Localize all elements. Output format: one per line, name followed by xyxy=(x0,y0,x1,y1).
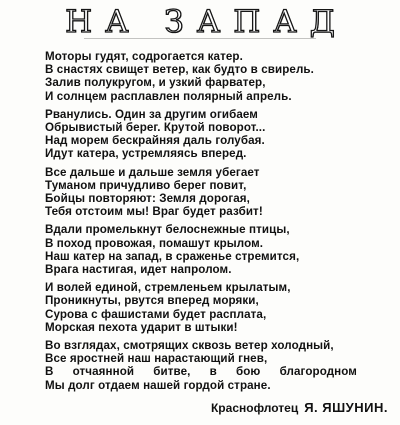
poem-line: Во взглядах, смотрящих сквозь ветер холодный, xyxy=(45,339,334,353)
poem-line: И солнцем расплавлен полярный апрель. xyxy=(45,89,292,103)
poem-line: Все дальше и дальше земля убегает xyxy=(45,165,260,179)
poem-line: Мы долг отдаем нашей гордой стране. xyxy=(45,378,271,392)
poem-line: В снастях свищет ветер, как будто в свирель. xyxy=(45,63,314,77)
stanza-6 xyxy=(45,339,395,392)
poem-line: Туманом причудливо берег повит, xyxy=(45,178,247,192)
stanza-2 xyxy=(45,108,395,161)
poem-line: В поход провожая, помашут крылом. xyxy=(45,236,264,250)
poem-line: Сурова с фашистами будет расплата, xyxy=(45,307,267,321)
poem-body xyxy=(45,50,395,397)
poem-line: Идут катера, устремляясь вперед. xyxy=(45,147,247,161)
author-rank: Краснофлотец xyxy=(210,401,299,415)
poem-line: Тебя отстоим мы! Враг будет разбит! xyxy=(45,205,263,219)
poem-line: Вдали промелькнут белоснежные птицы, xyxy=(45,223,290,237)
poem-line: Проникнуты, рвутся вперед моряки, xyxy=(45,294,259,308)
poem-line: И волей единой, стремленьем крылатым, xyxy=(45,281,291,295)
poem-line: Рванулись. Один за другим огибаем xyxy=(45,107,258,121)
poem-line: Над морем бескрайняя даль голубая. xyxy=(45,134,265,148)
stanza-4 xyxy=(45,223,395,276)
poem-title: НА ЗАПАД xyxy=(65,4,348,40)
stanza-3 xyxy=(45,166,395,219)
author-signature xyxy=(0,401,388,415)
stanza-5 xyxy=(45,281,395,334)
poem-line: Моторы гудят, содрогается катер. xyxy=(45,50,243,63)
title-block xyxy=(0,4,400,40)
author-name: Я. ЯШУНИН. xyxy=(304,400,388,415)
poem-line: Залив полукругом, и узкий фарватер, xyxy=(45,76,266,90)
poem-line: В отчаянной битве, в бою благородном xyxy=(45,365,357,379)
poem-line: Обрывистый берег. Крутой поворот... xyxy=(45,121,266,135)
poem-line: Все яростней наш нарастающий гнев, xyxy=(45,352,268,366)
poem-line: Морская пехота ударит в штыки! xyxy=(45,320,238,334)
poem-line: Бойцы повторяют: Земля дорогая, xyxy=(45,192,250,206)
title-shadow-line xyxy=(84,38,316,39)
stanza-1 xyxy=(45,50,395,103)
poem-line: Наш катер на запад, в сраженье стремится, xyxy=(45,249,300,263)
poem-line: Врага настигая, идет напролом. xyxy=(45,263,232,277)
